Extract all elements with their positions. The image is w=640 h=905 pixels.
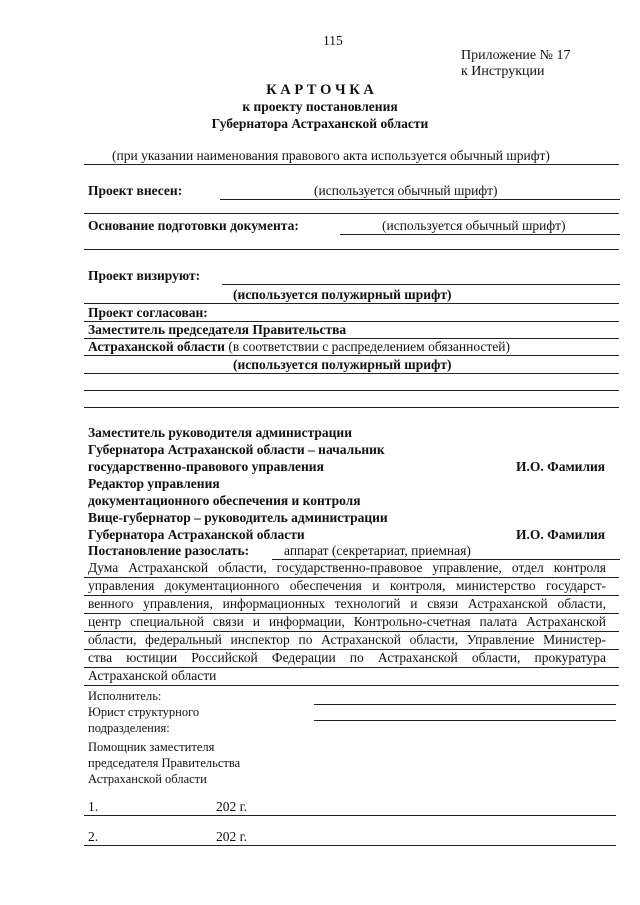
basis-line-2 (84, 249, 619, 250)
signer1-line-1: Заместитель руководителя администрации (88, 425, 352, 440)
distribution-text-1: Дума Астраханской области, государственно-правовое управление, отдел контроля (88, 560, 606, 575)
date-2-line (84, 845, 616, 846)
assistant-line-3: Астраханской области (88, 772, 207, 786)
executor-role-2: подразделения: (88, 721, 170, 735)
basis-label: Основание подготовки документа: (88, 218, 299, 233)
submitted-label: Проект внесен: (88, 183, 183, 198)
distribution-text-2: управления документационного обеспечения и контроля, министерство государст- (88, 578, 606, 593)
signer3-line-1: Вице-губернатор – руководитель администрации (88, 510, 388, 525)
basis-hint: (используется обычный шрифт) (382, 218, 566, 233)
signer1-name: И.О. Фамилия (516, 459, 606, 474)
signer1-line-2: Губернатора Астраханской области – начальник (88, 442, 385, 457)
agreed-position-line-2 (88, 339, 510, 355)
signer3-name: И.О. Фамилия (516, 527, 606, 542)
card-subtitle-2: Губернатора Астраханской области (211, 116, 429, 131)
distribution-label: Постановление разослать: (88, 543, 250, 558)
submitted-hint: (используется обычный шрифт) (314, 183, 498, 198)
distribution-line-7 (84, 685, 619, 686)
endorse-line (222, 284, 620, 285)
assistant-line-2: председателя Правительства (88, 756, 241, 770)
signer2-line-1: Редактор управления (88, 476, 220, 491)
assistant-line-1: Помощник заместителя (88, 740, 215, 754)
agreed-line-3 (84, 355, 619, 356)
distribution-text-5: области, федеральный инспектор по Астраханской области, Управление Министер- (88, 632, 606, 647)
appendix-line-1: Приложение № 17 (461, 48, 571, 63)
distribution-text-7: Астраханской области (88, 668, 217, 683)
submitted-line-2 (84, 213, 619, 214)
signer3-line-2: Губернатора Астраханской области (88, 527, 305, 542)
executor-line-1 (314, 704, 616, 705)
executor-role-1: Юрист структурного (88, 705, 200, 719)
signer1-line-3: государственно-правового управления (88, 459, 324, 474)
distribution-text-6: ства юстиции Российской Федерации по Астраханской области, прокуратура (88, 650, 606, 665)
executor-line-2 (314, 720, 616, 721)
basis-line (340, 234, 620, 235)
act-name-hint: (при указании наименования правового акта используется обычный шрифт) (112, 148, 550, 163)
agreed-line-4 (84, 373, 619, 374)
agreed-hint: (используется полужирный шрифт) (233, 357, 452, 372)
date-2-number: 2. (88, 829, 99, 844)
appendix-line-2: к Инструкции (461, 64, 545, 79)
date-1-line (84, 815, 616, 816)
distribution-text-4: центр специальной связи и информации, Контрольно-счетная палата Астраханской (88, 614, 606, 629)
endorse-label: Проект визируют: (88, 268, 201, 283)
signer2-line-2: документационного обеспечения и контроля (88, 493, 361, 508)
endorse-hint: (используется полужирный шрифт) (233, 287, 452, 302)
date-1-year: 202 г. (216, 799, 248, 814)
submitted-line (220, 199, 620, 200)
agreed-line-6 (84, 407, 619, 408)
date-2-year: 202 г. (216, 829, 248, 844)
page-number: 115 (323, 33, 343, 48)
agreed-note: (в соответствии с распределением обязанностей) (224, 339, 511, 354)
date-1-number: 1. (88, 799, 99, 814)
card-title: К А Р Т О Ч К А (266, 82, 374, 98)
executor-label: Исполнитель: (88, 689, 162, 703)
endorse-line-2 (84, 303, 619, 304)
card-subtitle-1: к проекту постановления (242, 99, 398, 114)
agreed-line-5 (84, 390, 619, 391)
distribution-first: аппарат (секретариат, приемная) (284, 543, 471, 558)
act-name-line (84, 164, 619, 165)
agreed-position-line-1: Заместитель председателя Правительства (88, 322, 347, 337)
distribution-text-3: венного управления, информационных технологий и связи Астраханской области, (88, 596, 606, 611)
agreed-region: Астраханской области (88, 339, 225, 354)
agreed-label: Проект согласован: (88, 305, 208, 320)
